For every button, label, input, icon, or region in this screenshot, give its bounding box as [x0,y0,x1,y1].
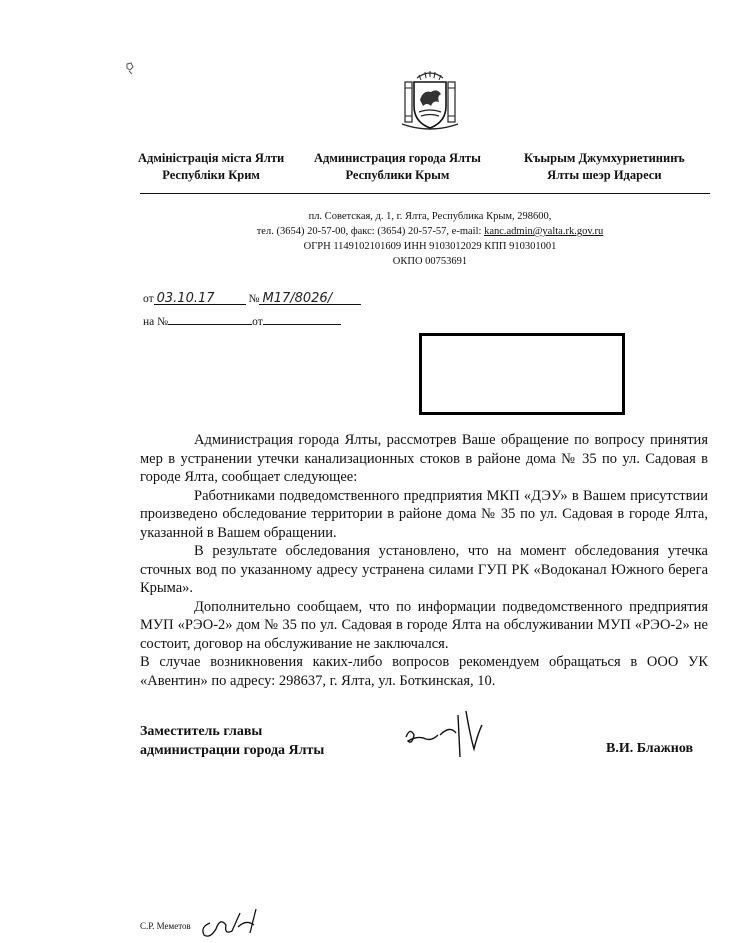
signatory-title-line2: администрации города Ялты [140,743,325,758]
header-ukrainian-line2: Республіки Крим [162,168,260,182]
number-field [259,291,361,305]
header-divider [140,193,710,194]
address-contacts: тел. (3654) 20-57-00, факс: (3654) 20-57-57, e-mail: [256,226,485,237]
address-line-4: ОКПО 00753691 [392,256,468,267]
date-field [154,291,246,305]
address-line-2 [200,224,660,239]
redacted-recipient-box [419,333,625,415]
outgoing-reference [143,291,361,305]
signatory-title [140,722,324,760]
email-link[interactable]: kanc.admin@yalta.rk.gov.ru [484,226,604,237]
address-line-3: ОГРН 1149102101609 ИНН 9103012029 КПП 910301001 [303,241,557,252]
header-russian-line1: Администрация города Ялты [314,151,481,165]
handwritten-number: М17/8026/ [262,291,333,306]
header-crimean-tatar-line1: Къырым Джумхуриетининъ [524,151,685,165]
header-ukrainian-line1: Адміністрація міста Ялти [138,151,285,165]
handwritten-signature [400,705,490,763]
header-crimean-tatar [524,150,685,184]
paragraph-2: Работниками подведомственного предприятия МКП «ДЭУ» в Вашем присутствии произведено обследование территории в районе дома № 35 по ул. Садовая в городе Ялта, указанной в Вашем обращении. [140,487,708,541]
signatory-title-line1: Заместитель главы [140,724,263,739]
header-russian-line2: Республики Крым [345,168,450,182]
address-line-1: пл. Советская, д. 1, г. Ялта, Республика Крым, 298600, [308,211,552,222]
executor-signature [196,903,266,941]
number-label: № [248,293,260,305]
signatory-name: В.И. Блажнов [606,741,694,756]
to-from-label: от [252,316,263,328]
scan-mark [124,62,136,76]
header-ukrainian [138,150,284,184]
executor-name: С.Р. Меметов [140,921,191,931]
paragraph-5: В случае возникновения каких-либо вопросов рекомендуем обращаться в ООО УК «Авентин» по адресу: 298637, г. Ялта, ул. Боткинская, 10. [140,654,708,689]
incoming-reference [143,311,341,328]
address-block [200,209,660,269]
coat-of-arms-emblem [397,66,463,132]
header-crimean-tatar-line2: Ялты шеэр Идареси [547,168,662,182]
to-date-field [263,311,341,325]
to-number-label: на № [143,316,169,328]
paragraph-3: В результате обследования установлено, что на момент обследования утечка сточных вод по указанному адресу устранена силами ГУП РК «Водоканал Южного берега Крыма». [140,543,708,596]
header-russian [314,150,481,184]
letter-body [140,431,708,690]
paragraph-4: Дополнительно сообщаем, что по информации подведомственного предприятия МУП «РЭО-2» дом № 35 по ул. Садовая в городе Ялта на обслуживании МУП «РЭО-2» не состоит, договор на обслуживание не заключался. [140,598,708,652]
from-label: от [143,293,154,305]
to-number-field [168,311,252,325]
paragraph-1: Администрация города Ялты, рассмотрев Ваше обращение по вопросу принятия мер в устранении утечки канализационных стоков в районе дома № 35 по ул. Садовая в городе Ялта, сообщает следующее: [140,432,708,485]
handwritten-date: 03.10.17 [156,291,215,306]
